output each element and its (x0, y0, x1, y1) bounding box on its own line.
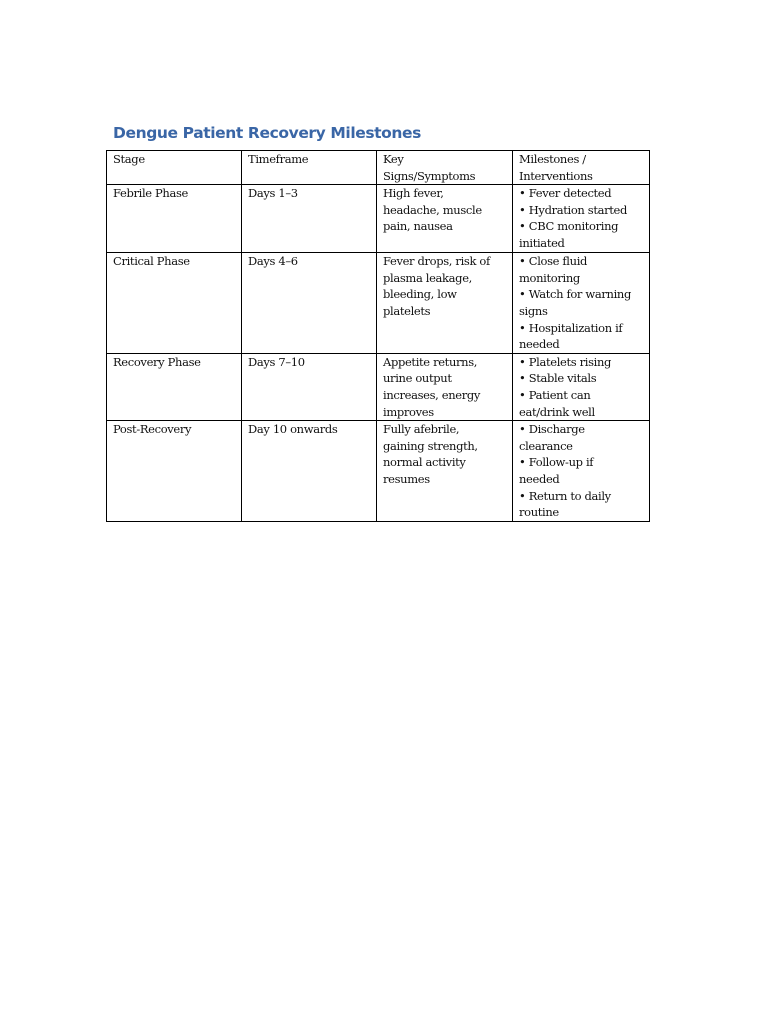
milestones-cell (513, 185, 650, 253)
table-header-row (107, 151, 650, 185)
timeframe-text: Days 4–6 (248, 254, 298, 269)
timeframe-cell (242, 421, 377, 522)
milestone-line: • Stable vitals (519, 371, 597, 386)
header-key-signs-line: Signs/Symptoms (383, 168, 476, 183)
timeframe-text: Day 10 onwards (248, 422, 338, 437)
milestone-line: monitoring (519, 270, 580, 285)
milestones-cell (513, 253, 650, 354)
table-row (107, 421, 650, 522)
stage-cell (107, 185, 242, 253)
milestone-line: needed (519, 471, 560, 486)
signs-line: Fever drops, risk of (383, 254, 490, 269)
milestone-line: • Platelets rising (519, 354, 612, 369)
milestone-line: • Return to daily (519, 488, 611, 503)
signs-cell (377, 353, 513, 420)
stage-text: Recovery Phase (113, 354, 201, 369)
header-milestones-line: Milestones / (519, 152, 586, 166)
milestone-line: • Hydration started (519, 202, 627, 217)
signs-cell (377, 185, 513, 253)
table-row (107, 253, 650, 354)
table-row (107, 185, 650, 253)
signs-line: increases, energy (383, 387, 481, 402)
milestone-line: • Hospitalization if (519, 320, 623, 335)
milestone-line: initiated (519, 235, 565, 250)
header-key-signs-line: Key (383, 152, 404, 166)
signs-line: improves (383, 404, 434, 419)
header-key-signs (377, 151, 513, 185)
milestone-line: • CBC monitoring (519, 219, 619, 234)
milestone-line: eat/drink well (519, 404, 595, 419)
signs-line: resumes (383, 471, 430, 486)
timeframe-cell (242, 185, 377, 253)
signs-cell (377, 421, 513, 522)
header-milestones (513, 151, 650, 185)
signs-line: Appetite returns, (383, 354, 478, 369)
header-stage (107, 151, 242, 185)
signs-line: High fever, (383, 186, 444, 201)
signs-line: gaining strength, (383, 438, 478, 453)
signs-cell (377, 253, 513, 354)
milestone-line: signs (519, 303, 548, 318)
signs-line: normal activity (383, 455, 466, 470)
signs-line: urine output (383, 371, 452, 386)
signs-line: Fully afebrile, (383, 422, 460, 437)
timeframe-text: Days 1–3 (248, 186, 298, 201)
milestone-line: • Close fluid (519, 254, 588, 269)
milestone-line: • Patient can (519, 387, 591, 402)
stage-cell (107, 421, 242, 522)
milestone-line: needed (519, 337, 560, 352)
stage-cell (107, 253, 242, 354)
stage-text: Critical Phase (113, 254, 190, 269)
header-milestones-line: Interventions (519, 168, 593, 183)
signs-line: platelets (383, 303, 431, 318)
milestone-line: • Watch for warning (519, 287, 631, 302)
milestone-line: routine (519, 505, 559, 520)
signs-line: plasma leakage, (383, 270, 472, 285)
timeframe-text: Days 7–10 (248, 354, 305, 369)
milestone-line: • Fever detected (519, 186, 612, 201)
signs-line: headache, muscle (383, 202, 482, 217)
timeframe-cell (242, 253, 377, 354)
header-timeframe-text: Timeframe (248, 152, 309, 166)
milestones-cell (513, 421, 650, 522)
header-stage-text: Stage (113, 152, 145, 166)
document-title: Dengue Patient Recovery Milestones (113, 124, 421, 142)
stage-text: Post-Recovery (113, 422, 192, 437)
milestones-cell (513, 353, 650, 420)
recovery-milestones-table (106, 150, 650, 522)
stage-text: Febrile Phase (113, 186, 188, 201)
milestone-line: • Follow-up if (519, 455, 594, 470)
header-timeframe (242, 151, 377, 185)
signs-line: pain, nausea (383, 219, 453, 234)
milestone-line: clearance (519, 438, 573, 453)
table-row (107, 353, 650, 420)
stage-cell (107, 353, 242, 420)
timeframe-cell (242, 353, 377, 420)
signs-line: bleeding, low (383, 287, 457, 302)
milestone-line: • Discharge (519, 422, 585, 437)
